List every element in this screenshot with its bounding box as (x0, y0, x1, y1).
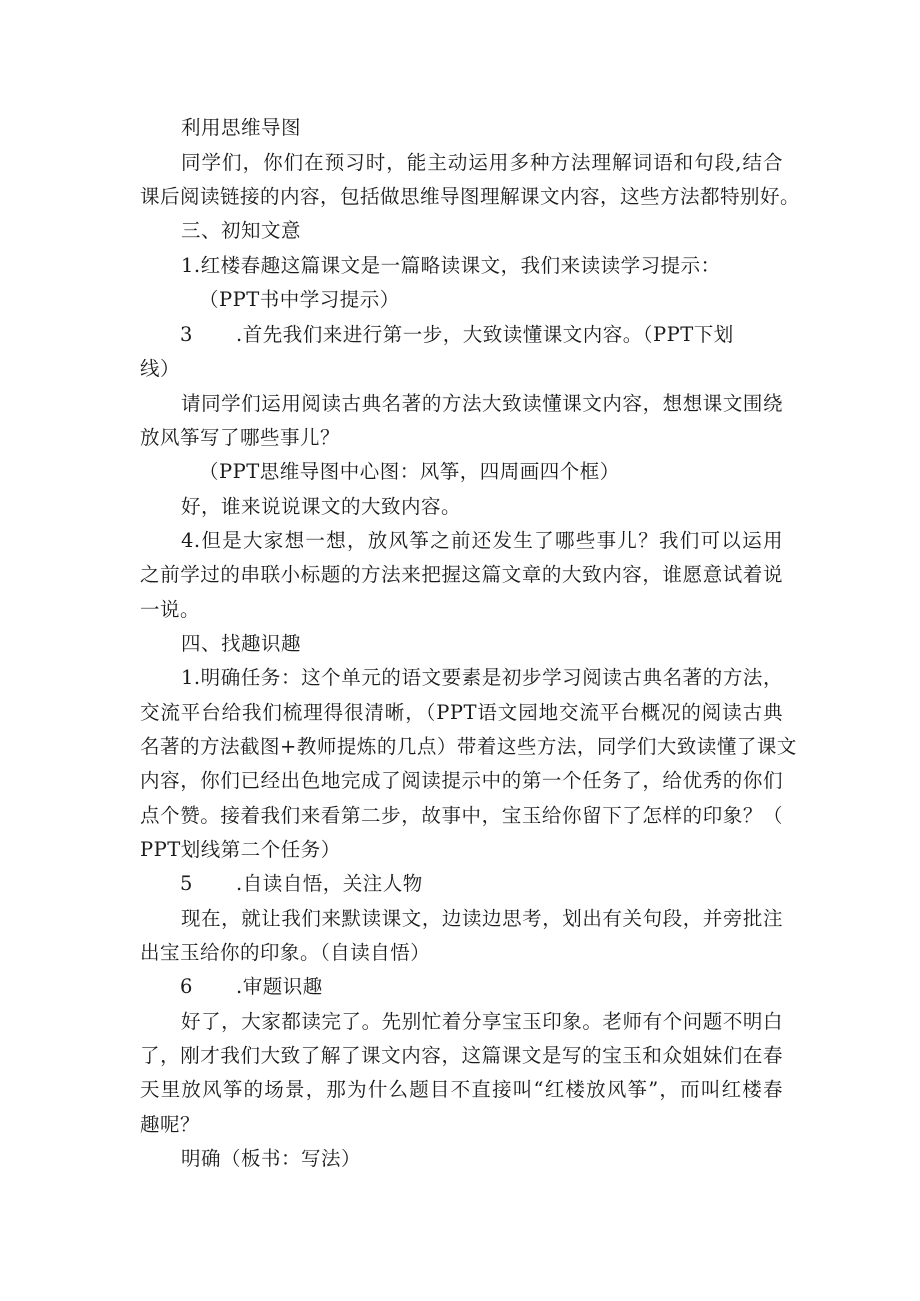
section-heading: 四、找趣识趣 (181, 632, 302, 655)
item-text: .自读自悟，关注人物 (236, 872, 423, 895)
paragraph-line: 之前学过的串联小标题的方法来把握这篇文章的大致内容，谁愿意试着说 (140, 563, 783, 586)
section-heading: 三、初知文意 (181, 219, 302, 242)
paragraph-line: 同学们，你们在预习时，能主动运用多种方法理解词语和句段,结合 (181, 151, 783, 174)
paragraph-line: 交流平台给我们梳理得很清晰，（PPT语文园地交流平台概况的阅读古典 (140, 701, 783, 724)
paragraph-line: 好了，大家都读完了。先别忙着分享宝玉印象。老师有个问题不明白 (181, 1010, 783, 1033)
paragraph-line: 请同学们运用阅读古典名著的方法大致读懂课文内容，想想课文围绕 (181, 392, 783, 415)
paragraph-line: 1.明确任务：这个单元的语文要素是初步学习阅读古典名著的方法， (181, 666, 783, 689)
paragraph-line: 趣呢？ (140, 1113, 201, 1136)
paragraph-line: 名著的方法截图+教师提炼的几点）带着这些方法，同学们大致读懂了课文 (140, 735, 797, 758)
paragraph-line: 利用思维导图 (181, 116, 302, 139)
numbered-item (0, 970, 920, 1004)
numbered-item (0, 867, 920, 901)
item-text: .首先我们来进行第一步，大致读懂课文内容。（PPT下划 (236, 323, 734, 346)
paragraph-line: 好，谁来说说课文的大致内容。 (181, 495, 462, 518)
paragraph-line: 内容，你们已经出色地完成了阅读提示中的第一个任务了，给优秀的你们 (140, 769, 783, 792)
paragraph-line: 了，刚才我们大致了解了课文内容，这篇课文是写的宝玉和众姐妹们在春 (140, 1044, 783, 1067)
paragraph-line: 点个赞。接着我们来看第二步，故事中，宝玉给你留下了怎样的印象？（ (140, 804, 783, 827)
paragraph-line: 线） (140, 357, 181, 380)
paragraph-line: 1.红楼春趣这篇课文是一篇略读课文，我们来读读学习提示： (181, 254, 721, 277)
paragraph-line: PPT划线第二个任务） (140, 838, 341, 861)
paragraph-line: （PPT书中学习提示） (199, 288, 400, 311)
paragraph-line: 课后阅读链接的内容，包括做思维导图理解课文内容，这些方法都特别好。 (140, 185, 801, 208)
paragraph-line: 4.但是大家想一想，放风筝之前还发生了哪些事儿？我们可以运用 (181, 529, 783, 552)
item-number: 3 (180, 323, 193, 346)
paragraph-line: 放风筝写了哪些事儿？ (140, 426, 341, 449)
paragraph-line: 出宝玉给你的印象。（自读自悟） (140, 941, 431, 964)
paragraph-line: 明确（板书：写法） (181, 1147, 362, 1170)
paragraph-line: 天里放风筝的场景，那为什么题目不直接叫“红楼放风筝”，而叫红楼春 (140, 1078, 783, 1101)
item-number: 6 (180, 975, 193, 998)
paragraph-line: 一说。 (140, 598, 201, 621)
numbered-item (0, 318, 920, 352)
paragraph-line: （PPT思维导图中心图：风筝，四周画四个框） (199, 460, 620, 483)
item-number: 5 (180, 872, 193, 895)
item-text: .审题识趣 (236, 975, 323, 998)
paragraph-line: 现在，就让我们来默读课文，边读边思考，划出有关句段，并旁批注 (181, 907, 783, 930)
